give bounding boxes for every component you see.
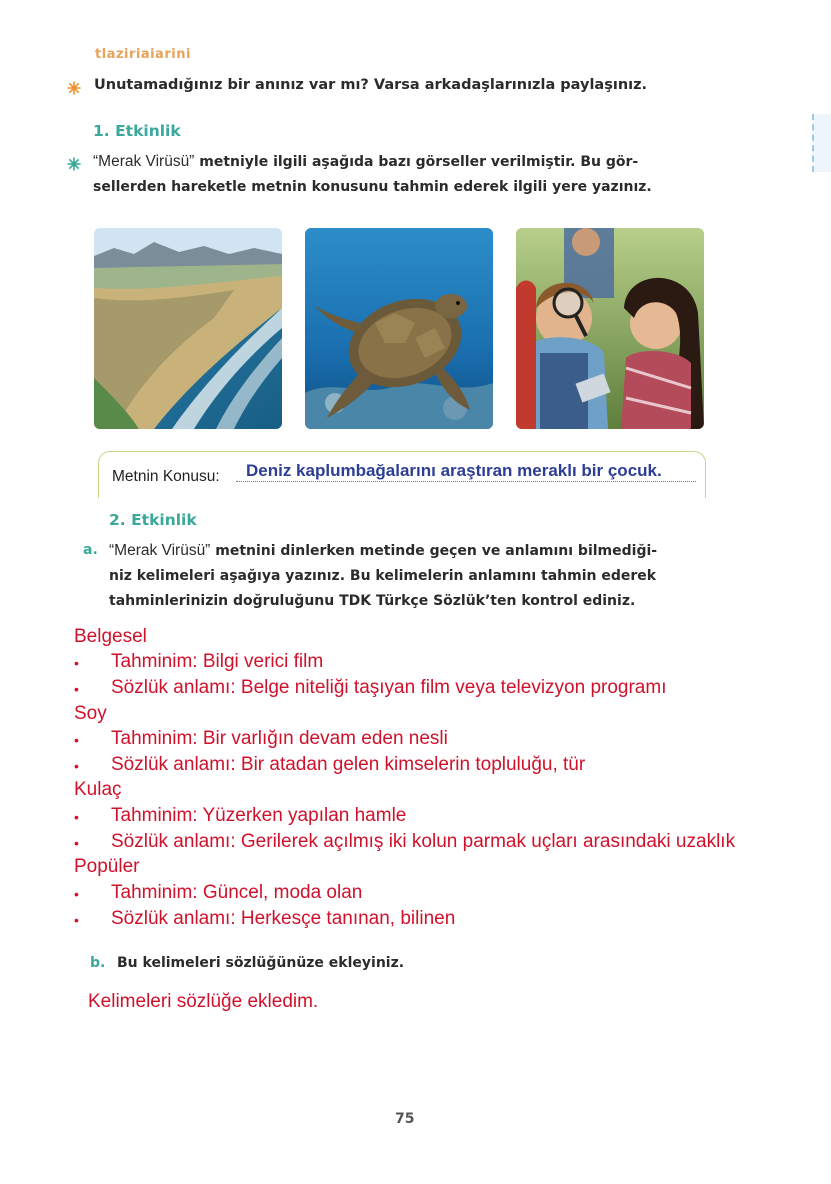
word-guess-3: Tahminim: Yüzerken yapılan hamle (111, 805, 407, 826)
word-title-1: Belgesel (74, 626, 147, 647)
item-a-line3: tahminlerinizin doğruluğunu TDK Türkçe Sözlük’ten kontrol ediniz. (109, 593, 636, 609)
activity-2-title: 2. Etkinlik (109, 511, 197, 529)
bullet-dot: • (74, 835, 79, 851)
children-magnifier-photo (516, 228, 704, 429)
word-dict-2: Sözlük anlamı: Bir atadan gelen kimselerin topluluğu, tür (111, 754, 586, 775)
bullet-dot: • (74, 758, 79, 774)
page-edge-tab (812, 114, 831, 172)
bullet-dot: • (74, 681, 79, 697)
word-title-2: Soy (74, 703, 107, 724)
beach-photo (94, 228, 282, 429)
item-a-instructions (109, 538, 749, 614)
word-guess-2: Tahminim: Bir varlığın devam eden nesli (111, 728, 448, 749)
activity-1-line1: metniyle ilgili aşağıda bazı görseller verilmiştir. Bu gör- (194, 154, 639, 170)
item-a-line2: niz kelimeleri aşağıya yazınız. Bu kelimelerin anlamını tahmin ederek (109, 568, 657, 584)
item-b-instruction: Bu kelimeleri sözlüğünüze ekleyiniz. (117, 955, 405, 971)
word-dict-3: Sözlük anlamı: Gerilerek açılmış iki kolun parmak uçları arasındaki uzaklık (111, 831, 736, 852)
sea-turtle-photo (305, 228, 493, 429)
item-b-answer[interactable]: Kelimeleri sözlüğe ekledim. (88, 991, 319, 1012)
topic-answer-value[interactable]: Deniz kaplumbağalarını araştıran meraklı bir çocuk. (246, 461, 662, 480)
activity-1-instructions (93, 149, 733, 200)
word-guess-4: Tahminim: Güncel, moda olan (111, 882, 363, 903)
item-b-marker: b. (90, 955, 106, 971)
page-number: 75 (395, 1111, 415, 1127)
intro-question: Unutamadığınız bir anınız var mı? Varsa arkadaşlarınızla paylaşınız. (94, 77, 648, 93)
bullet-dot: • (74, 655, 79, 671)
item-a-line1: metnini dinlerken metinde geçen ve anlamını bilmediği- (210, 543, 658, 559)
activity-1-quote: “Merak Virüsü” (93, 153, 195, 170)
bullet-dot: • (74, 886, 79, 902)
activity-1-line2: sellerden hareketle metnin konusunu tahmin ederek ilgili yere yazınız. (93, 179, 652, 195)
bullet-dot: • (74, 732, 79, 748)
word-dict-1: Sözlük anlamı: Belge niteliği taşıyan film veya televizyon programı (111, 677, 667, 698)
word-title-3: Kulaç (74, 779, 122, 800)
bullet-dot: • (74, 809, 79, 825)
item-a-quote: “Merak Virüsü” (109, 542, 211, 559)
page-header-fragment: tlaziriaiarini (95, 47, 191, 58)
activity-1-title: 1. Etkinlik (93, 122, 181, 140)
word-guess-1: Tahminim: Bilgi verici film (111, 651, 324, 672)
bullet-dot: • (74, 912, 79, 928)
item-a-marker: a. (83, 542, 98, 558)
orange-burst-icon (67, 81, 81, 95)
green-burst-icon (67, 157, 81, 171)
word-dict-4: Sözlük anlamı: Herkesçe tanınan, bilinen (111, 908, 456, 929)
topic-answer-label: Metnin Konusu: (112, 468, 220, 485)
topic-answer-line (236, 481, 696, 482)
word-title-4: Popüler (74, 856, 140, 877)
